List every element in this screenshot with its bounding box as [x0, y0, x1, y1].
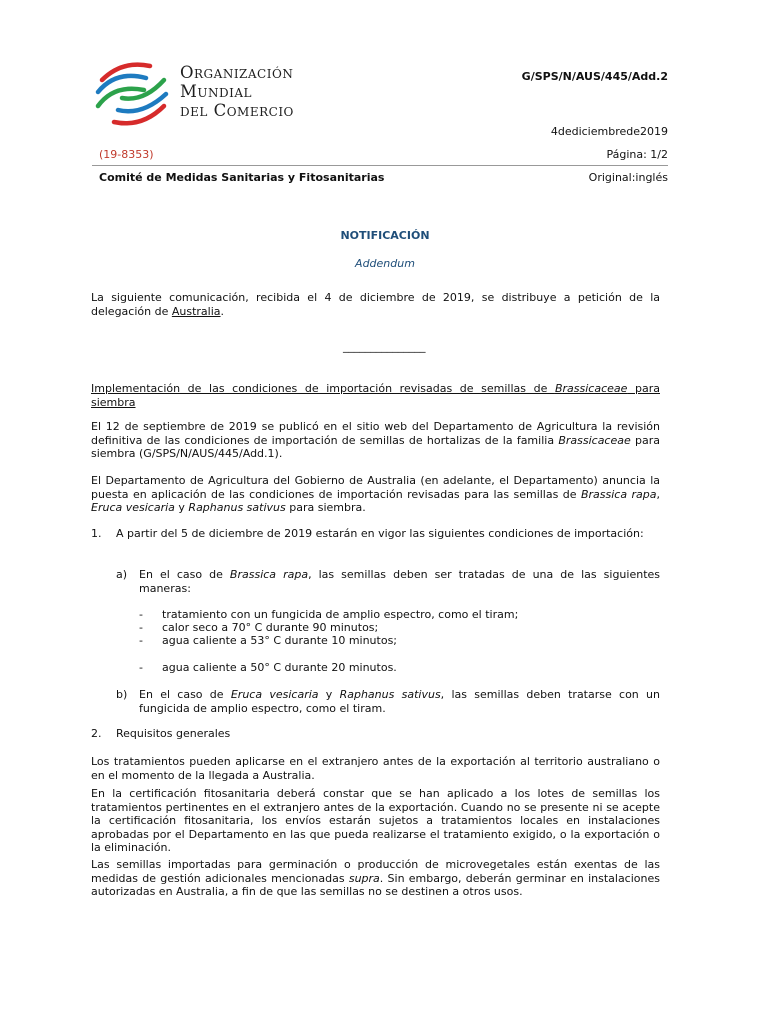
p5-italic: supra: [348, 871, 380, 885]
section-heading: [91, 382, 660, 409]
p2-species-3: Raphanus sativus: [188, 501, 286, 514]
item-2-text: Requisitos generales: [116, 727, 231, 740]
item-b-label: b): [116, 688, 128, 701]
p1-italic: Brassicaceae: [558, 433, 631, 447]
item-a-after: , las semillas deben ser tratadas de una de las siguientes maneras:: [139, 568, 661, 595]
intro-paragraph: [91, 291, 660, 318]
treatment-3: agua caliente a 53° C durante 10 minutos;: [162, 634, 398, 647]
item-b-species-2: Raphanus sativus: [339, 688, 441, 701]
p2-sep-2: y: [174, 501, 189, 514]
item-b-text: [139, 688, 660, 715]
item-1-text: A partir del 5 de diciembre de 2019 estarán en vigor las siguientes condiciones de importación:: [116, 527, 644, 540]
paragraph-5: [91, 858, 660, 899]
p2-species-1: Brassica rapa: [580, 487, 657, 501]
p2-sep-1: ,: [656, 487, 660, 501]
item-a-label: a): [116, 568, 128, 581]
committee-name: Comité de Medidas Sanitarias y Fitosanitarias: [99, 171, 385, 184]
original-language: Original:inglés: [588, 171, 668, 184]
header-divider: [92, 165, 668, 166]
treatment-1: tratamiento con un fungicida de amplio espectro, como el tiram;: [162, 608, 519, 621]
page-indicator: Página: 1/2: [606, 148, 668, 161]
intro-country: Australia: [171, 304, 221, 318]
dash-3: -: [139, 634, 143, 647]
heading-end: para siembra: [91, 382, 660, 409]
separator-line: _______________: [343, 340, 426, 353]
heading-text: Implementación de las condiciones de importación revisadas de semillas de: [91, 382, 555, 395]
reference-number: (19-8353): [99, 148, 154, 161]
dash-4: -: [139, 661, 143, 674]
treatment-4: agua caliente a 50° C durante 20 minutos.: [162, 661, 397, 674]
paragraph-1: [91, 420, 660, 461]
addendum-subtitle: Addendum: [355, 257, 415, 270]
org-name-line-3: del Comercio: [180, 101, 294, 120]
p2-species-2: Eruca vesicaria: [91, 501, 175, 514]
document-date: 4dediciembrede2019: [550, 125, 668, 138]
p1-text: El 12 de septiembre de 2019 se publicó en el sitio web del Departamento de Agricultura la revisión definitiva de las condiciones de importación de semillas de hortalizas de la familia: [91, 420, 660, 447]
item-b-mid: y: [318, 688, 340, 701]
item-b-after: , las semillas deben tratarse con un fungicida de amplio espectro, como el tiram.: [139, 688, 660, 715]
item-2-number: 2.: [91, 727, 102, 740]
intro-text: La siguiente comunicación, recibida el 4 de diciembre de 2019, se distribuye a petición de la delegación de: [91, 291, 660, 318]
organization-name: [180, 63, 294, 120]
p5-text: Las semillas importadas para germinación o producción de microvegetales están exentas de las medidas de gestión adicionales mencionadas: [91, 858, 660, 885]
document-symbol: G/SPS/N/AUS/445/Add.2: [521, 70, 668, 83]
paragraph-2: [91, 474, 660, 515]
org-name-line-2: Mundial: [180, 82, 253, 101]
p5-end: . Sin embargo, deberán germinar en instalaciones autorizadas en Australia, a fin de que las semillas no se destinen a otros usos.: [91, 871, 660, 898]
dash-1: -: [139, 608, 143, 621]
org-name-line-1: Organización: [180, 63, 294, 82]
p2-text: El Departamento de Agricultura del Gobierno de Australia (en adelante, el Departamento) anuncia la puesta en aplicación de las condiciones de importación revisadas para las semillas de: [91, 474, 660, 501]
paragraph-4: En la certificación fitosanitaria deberá constar que se han aplicado a los lotes de semillas los tratamientos pertinentes en el extranjero antes de la exportación. Cuando no se presente ni se acepte la certificación fitosanitaria, los envíos estarán sujetos a tratamientos locales en instalaciones aprobadas por el Departamento en las que pueda realizarse el tratamiento exigido, o la exportación o la eliminación.: [91, 787, 660, 854]
item-b-before: En el caso de: [139, 688, 231, 701]
paragraph-3: Los tratamientos pueden aplicarse en el extranjero antes de la exportación al territorio australiano o en el momento de la llegada a Australia.: [91, 755, 660, 782]
heading-italic: Brassicaceae: [554, 382, 628, 395]
wto-logo-icon: [92, 56, 174, 130]
item-a-species: Brassica rapa: [229, 568, 309, 581]
dash-2: -: [139, 621, 143, 634]
treatment-2: calor seco a 70° C durante 90 minutos;: [162, 621, 379, 634]
p1-end: para siembra (G/SPS/N/AUS/445/Add.1).: [91, 433, 660, 460]
p2-end: para siembra.: [285, 501, 366, 514]
item-a-text: [139, 568, 660, 595]
item-b-species-1: Eruca vesicaria: [230, 688, 319, 701]
item-a-before: En el caso de: [139, 568, 230, 581]
item-1-number: 1.: [91, 527, 102, 540]
notification-title: NOTIFICACIÓN: [340, 229, 430, 242]
intro-end: .: [220, 304, 225, 318]
